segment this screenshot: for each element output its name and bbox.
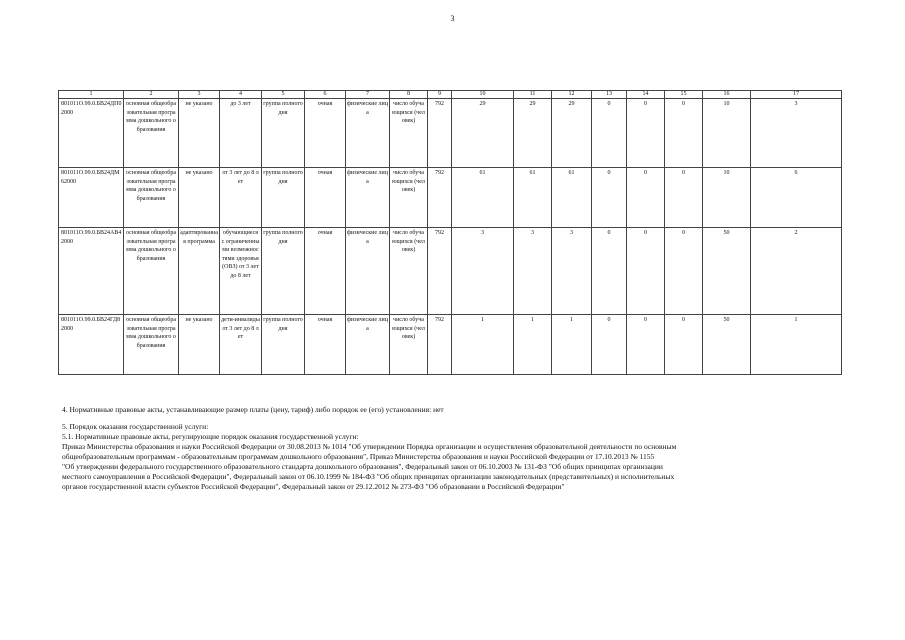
table-cell: 6 <box>751 168 842 228</box>
table-cell: 10 <box>703 99 751 168</box>
column-header: 6 <box>305 91 346 99</box>
registry-code-cell: 801011О.99.0.БВ24ДП02000 <box>59 99 124 168</box>
table-cell: 0 <box>592 168 627 228</box>
column-header: 1 <box>59 91 124 99</box>
table-cell: очная <box>305 168 346 228</box>
table-cell: до 3 лет <box>220 99 262 168</box>
table-cell: не указано <box>179 315 220 375</box>
table-cell: основная общеобразовательная программа дошкольного образования <box>124 315 179 375</box>
table-cell: от 3 лет до 8 лет <box>220 168 262 228</box>
table-cell: очная <box>305 99 346 168</box>
column-header: 14 <box>627 91 665 99</box>
table-cell: 792 <box>428 315 452 375</box>
registry-code-cell: 801011О.99.0.БВ24ДМ62000 <box>59 168 124 228</box>
table-cell: 3 <box>552 228 592 315</box>
table-cell: 0 <box>627 315 665 375</box>
table-cell: очная <box>305 315 346 375</box>
table-cell: 29 <box>552 99 592 168</box>
service-volume-table <box>58 90 842 375</box>
table-cell: 61 <box>452 168 514 228</box>
table-cell: 50 <box>703 315 751 375</box>
table-row <box>59 315 842 375</box>
table-cell: 1 <box>514 315 552 375</box>
column-header: 10 <box>452 91 514 99</box>
column-header: 4 <box>220 91 262 99</box>
table-cell: физические лица <box>346 315 390 375</box>
table-cell: 0 <box>627 99 665 168</box>
column-header: 8 <box>390 91 428 99</box>
table-cell: 3 <box>514 228 552 315</box>
page-number: 3 <box>450 14 455 23</box>
column-header: 2 <box>124 91 179 99</box>
legal-acts-line: "Об утверждении федерального государственного образовательного стандарта дошкольного образования", Федеральный закон от 06.10.2003 № 131-ФЗ "Об общих принципах организации <box>62 462 663 471</box>
legal-acts-line: местного самоуправления в Российской Федерации", Федеральный закон от 06.10.1999 № 184-ФЗ "Об общих принципах организации законодательных (представительных) и исполнительных <box>62 472 675 481</box>
table-cell: группа полного дня <box>262 228 305 315</box>
table-cell: не указано <box>179 99 220 168</box>
table-cell: 0 <box>665 315 703 375</box>
legal-acts-line: Приказ Министерства образования и науки Российской Федерации от 30.08.2013 № 1014 "Об утверждении Порядка организации и осуществления образовательной деятельности по основным <box>62 442 677 451</box>
table-cell: число обучающихся (человек) <box>390 228 428 315</box>
section-5-heading: 5. Порядок оказания государственной услуги: <box>62 422 209 431</box>
table-cell: 0 <box>665 99 703 168</box>
table-cell: 792 <box>428 228 452 315</box>
table-cell: группа полного дня <box>262 168 305 228</box>
column-header: 3 <box>179 91 220 99</box>
column-header: 17 <box>751 91 842 99</box>
table-cell: 50 <box>703 228 751 315</box>
table-cell: физические лица <box>346 228 390 315</box>
table-cell: основная общеобразовательная программа дошкольного образования <box>124 168 179 228</box>
table-row <box>59 168 842 228</box>
legal-acts-line: общеобразовательным программам - образовательным программам дошкольного образования", Приказ Министерства образования и науки Российской Федерации от 17.10.2013 № 1155 <box>62 452 655 461</box>
table-cell: число обучающихся (человек) <box>390 315 428 375</box>
table-cell: 3 <box>751 99 842 168</box>
column-header: 16 <box>703 91 751 99</box>
table-cell: 2 <box>751 228 842 315</box>
column-header: 5 <box>262 91 305 99</box>
table-cell: 0 <box>592 315 627 375</box>
table-cell: 0 <box>665 228 703 315</box>
table-cell: 792 <box>428 168 452 228</box>
table-cell: 1 <box>452 315 514 375</box>
column-header: 12 <box>552 91 592 99</box>
table-cell: 0 <box>592 228 627 315</box>
registry-code-cell: 801011О.99.0.БВ24АВ42000 <box>59 228 124 315</box>
table-cell: не указано <box>179 168 220 228</box>
table-cell: 29 <box>452 99 514 168</box>
table-cell: 0 <box>627 228 665 315</box>
table-cell: основная общеобразовательная программа дошкольного образования <box>124 99 179 168</box>
table-cell: 10 <box>703 168 751 228</box>
table-cell: группа полного дня <box>262 99 305 168</box>
column-header: 13 <box>592 91 627 99</box>
table-cell: физические лица <box>346 168 390 228</box>
table-cell: 792 <box>428 99 452 168</box>
table-cell: 29 <box>514 99 552 168</box>
table-cell: 0 <box>665 168 703 228</box>
table-cell: 0 <box>592 99 627 168</box>
column-header: 11 <box>514 91 552 99</box>
table-cell: 61 <box>514 168 552 228</box>
table-cell: 61 <box>552 168 592 228</box>
legal-acts-line: органов государственной власти субъектов Российской Федерации", Федеральный закон от 29.12.2012 № 273-ФЗ "Об образовании в Российской Федерации" <box>62 482 565 491</box>
table-cell: обучающиеся с ограниченными возможностями здоровья (ОВЗ) от 3 лет до 8 лет <box>220 228 262 315</box>
notes-section <box>62 405 842 492</box>
column-header: 9 <box>428 91 452 99</box>
column-header: 7 <box>346 91 390 99</box>
table-cell: очная <box>305 228 346 315</box>
table-cell: число обучающихся (человек) <box>390 168 428 228</box>
column-header: 15 <box>665 91 703 99</box>
table-cell: 1 <box>552 315 592 375</box>
table-cell: 0 <box>627 168 665 228</box>
table-cell: 1 <box>751 315 842 375</box>
table-cell: дети-инвалиды от 3 лет до 8 лет <box>220 315 262 375</box>
header-row <box>59 91 842 99</box>
table-row <box>59 228 842 315</box>
table-cell: группа полного дня <box>262 315 305 375</box>
section-5-1-heading: 5.1. Нормативные правовые акты, регулирующие порядок оказания государственной услуги: <box>62 432 359 441</box>
table-row <box>59 99 842 168</box>
table-cell: 3 <box>452 228 514 315</box>
table-cell: число обучающихся (человек) <box>390 99 428 168</box>
section-4-text: 4. Нормативные правовые акты, устанавливающие размер платы (цену, тариф) либо порядок ее (его) установления: нет <box>62 405 444 414</box>
registry-code-cell: 801011О.99.0.БВ24ГД82000 <box>59 315 124 375</box>
table-cell: адаптированная программа <box>179 228 220 315</box>
table-cell: основная общеобразовательная программа дошкольного образования <box>124 228 179 315</box>
table-cell: физические лица <box>346 99 390 168</box>
